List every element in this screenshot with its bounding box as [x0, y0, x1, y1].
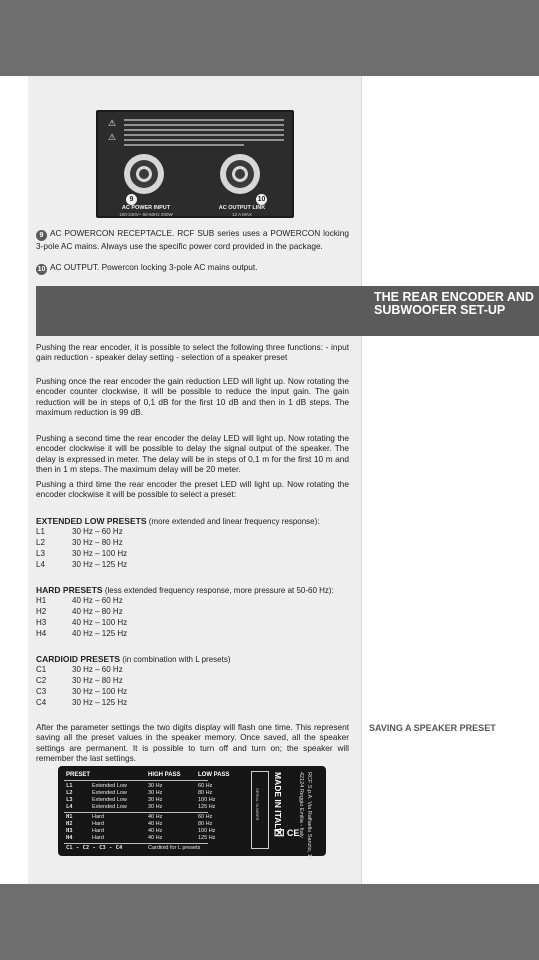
panel-badge-10: 10 — [257, 196, 266, 203]
label-header-preset: PRESET — [66, 772, 91, 778]
side-column — [361, 76, 539, 884]
top-bar — [0, 0, 539, 76]
powercon-input-connector — [124, 154, 164, 194]
preset-row: L2 30 Hz – 80 Hz — [36, 538, 123, 547]
section-banner — [36, 286, 539, 336]
preset-row: C1 30 Hz – 60 Hz — [36, 665, 123, 674]
ac-output-link-spec: 12 A MAX — [232, 212, 252, 217]
powercon-output-connector — [220, 154, 260, 194]
item-10 — [36, 262, 349, 275]
section-title: THE REAR ENCODER AND SUBWOOFER SET-UP — [374, 290, 534, 317]
label-header-low-pass: LOW PASS — [198, 772, 230, 778]
warning-icon: ⚠ — [108, 132, 117, 142]
item-text: AC POWERCON RECEPTACLE. RCF SUB series uses a POWERCON locking 3-pole AC mains. Always use the specific power cord provided in the package. — [36, 228, 349, 251]
serial-number-box: SERIAL NUMBER — [251, 771, 269, 849]
warning-icon: ⚠ — [108, 118, 117, 128]
preset-row: H3 40 Hz – 100 Hz — [36, 618, 128, 627]
manufacturer-address: RCF S.p.A. Via Raffaello Sanzio, 13 42124 Reggio Emilia - Italy — [298, 772, 312, 860]
preset-row: L3 30 Hz – 100 Hz — [36, 549, 128, 558]
item-badge: 10 — [37, 266, 46, 273]
ce-weee-marks: ⌧ CE — [274, 828, 300, 838]
preset-row: H1 40 Hz – 60 Hz — [36, 596, 123, 605]
ac-output-link-label: AC OUTPUT LINK — [218, 205, 266, 211]
group-heading-extended: EXTENDED LOW PRESETS (more extended and linear frequency response): — [36, 516, 320, 526]
group-heading-hard: HARD PRESETS (less extended frequency response, more pressure at 50-60 Hz): — [36, 585, 334, 595]
preset-row: C4 30 Hz – 125 Hz — [36, 698, 128, 707]
preset-row: C3 30 Hz – 100 Hz — [36, 687, 128, 696]
ac-power-input-label: AC POWER INPUT — [121, 205, 171, 211]
preset-row: C2 30 Hz – 80 Hz — [36, 676, 123, 685]
paragraph-gain-reduction: Pushing once the rear encoder the gain reduction LED will light up. Now rotating the encoder counter clockwise, it will be possible to reduce the input gain. The gain reduction will be in steps of 0,1 dB for the first 10 dB and then in 1 dB steps. The maximum reduction is 99 dB. — [36, 376, 349, 417]
item-badge: 9 — [36, 230, 47, 241]
side-heading-saving-preset: SAVING A SPEAKER PRESET — [369, 723, 496, 733]
ac-power-input-spec: 100-240V~ 50-60Hz 200W — [119, 212, 173, 217]
preset-row: L1 30 Hz – 60 Hz — [36, 527, 123, 536]
manual-page — [0, 76, 539, 884]
item-text: AC OUTPUT. Powercon locking 3-pole AC mains output. — [50, 262, 258, 272]
made-in-italy: MADE IN ITALY — [273, 772, 283, 834]
warning-text-block — [106, 116, 288, 150]
paragraph-functions: Pushing the rear encoder, it is possible to select the following three functions: - input gain reduction - speaker delay setting - selection of a speaker preset — [36, 342, 349, 363]
preset-row: L4 30 Hz – 125 Hz — [36, 560, 128, 569]
rear-label-image: PRESET HIGH PASS LOW PASS L1 Extended Low 30 Hz 60 Hz L2 Extended Low 30 Hz 80 Hz L3 Extended Low 30 Hz 100 Hz L4 Extended Low 30 Hz 125 Hz H1 Hard 40 Hz 60 Hz H2 Hard 40 Hz 80 Hz H3 Hard 40 Hz 100 Hz H4 Hard 40 Hz 125 Hz C1 - C2 - C3 - C4 Cardioid for L presets SERIAL NUMBER MADE IN ITALY RCF S.p.A. Via Raffaello Sanzio, 13 42124 Reggio Emilia - Italy ⌧ CE — [58, 766, 326, 856]
preset-row: H2 40 Hz – 80 Hz — [36, 607, 123, 616]
paragraph-delay: Pushing a second time the rear encoder the delay LED will light up. Now rotating the encoder clockwise it will be possible to delay the signal output of the speaker. The delay is expressed in meter. The delay will be in steps of 0,1 m for the first 10 m and then in 1 m steps. The maximum delay will be 20 meter. — [36, 433, 349, 474]
label-header-high-pass: HIGH PASS — [148, 772, 181, 778]
bottom-bar — [0, 884, 539, 960]
group-heading-cardioid: CARDIOID PRESETS (in combination with L presets) — [36, 654, 231, 664]
panel-badge-9: 9 — [126, 194, 137, 205]
item-9 — [36, 228, 349, 251]
paragraph-preset: Pushing a third time the rear encoder the preset LED will light up. Now rotating the encoder clockwise it will be possible to select a preset: — [36, 479, 349, 500]
paragraph-saving: After the parameter settings the two digits display will flash one time. This represent saving all the preset values in the speaker memory. Once saved, all the speaker settings are permanent. It is possible to turn off and turn on; the speaker will remember the last settings. — [36, 722, 349, 763]
rear-panel-image — [96, 110, 294, 218]
preset-row: H4 40 Hz – 125 Hz — [36, 629, 128, 638]
